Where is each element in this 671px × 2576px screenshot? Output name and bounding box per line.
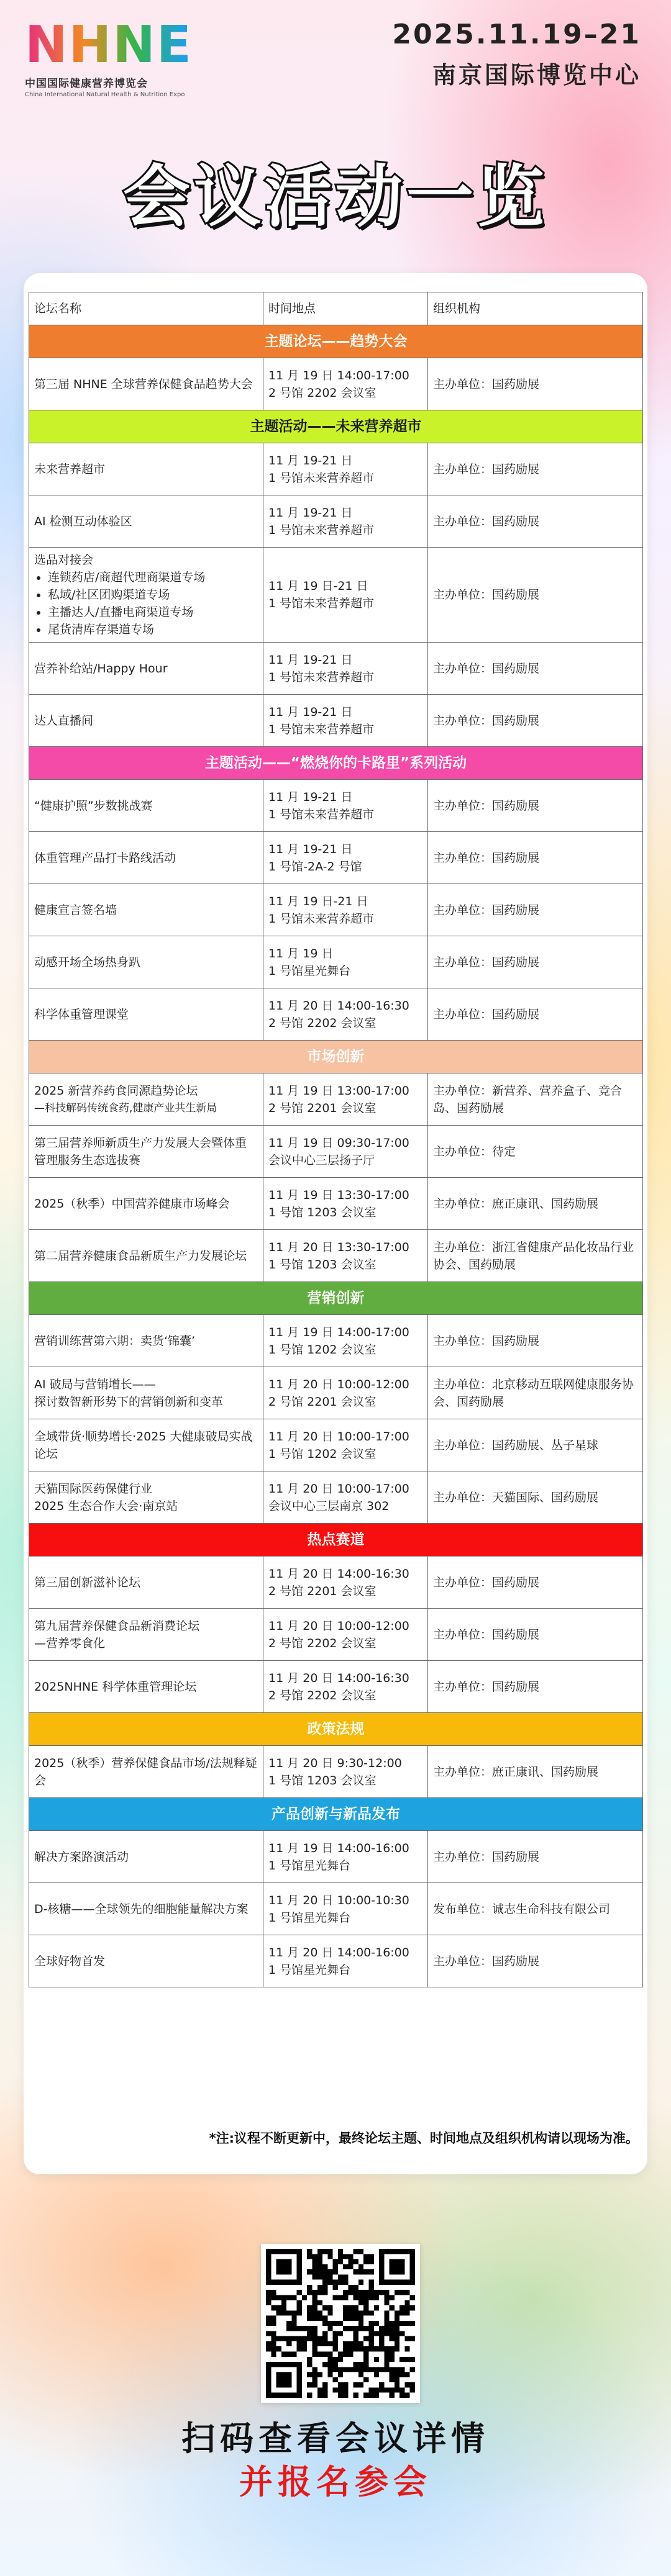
forum-name: 第九届营养保健食品新消费论坛 <box>34 1619 200 1633</box>
organizer-cell: 主办单位：国药励展 <box>428 884 643 936</box>
forum-name-line2: —营养零食化 <box>34 1636 106 1650</box>
forum-name: 营销训练营第六期：卖货‘锦囊’ <box>34 1334 196 1348</box>
organizer-cell: 主办单位：国药励展 <box>428 1557 643 1609</box>
time-place-cell <box>263 1609 428 1661</box>
table-row[interactable] <box>29 358 643 410</box>
event-place: 1 号馆未来营养超市 <box>268 807 375 821</box>
table-row[interactable] <box>29 988 643 1041</box>
event-time: 11 月 20 日 13:30-17:00 <box>268 1240 409 1254</box>
logo-english-name: China International Natural Health & Nutrition Expo <box>25 91 185 98</box>
event-time: 11 月 19-21 日 <box>268 790 353 804</box>
session-list-item: • 私域/社区团购渠道专场 <box>48 586 258 603</box>
forum-name-cell <box>29 1419 263 1471</box>
organizer-cell: 主办单位：国药励展 <box>428 495 643 548</box>
time-place-cell <box>263 643 428 695</box>
forum-name: 第三届创新滋补论坛 <box>34 1575 141 1589</box>
table-row[interactable] <box>29 832 643 884</box>
event-place: 1 号馆 1203 会议室 <box>268 1205 377 1219</box>
event-time: 11 月 19 日-21 日 <box>268 579 368 593</box>
time-place-cell <box>263 832 428 884</box>
forum-name: 营养补给站/Happy Hour <box>34 661 168 676</box>
session-list <box>34 569 258 638</box>
forum-name: AI 破局与营销增长—— <box>34 1377 156 1391</box>
event-place: 1 号馆 1203 会议室 <box>268 1773 377 1787</box>
session-list-item: • 主播达人/直播电商渠道专场 <box>48 603 258 621</box>
forum-name-cell <box>29 1367 263 1419</box>
event-venue: 南京国际博览中心 <box>432 61 641 89</box>
event-time: 11 月 19-21 日 <box>268 453 353 468</box>
cta-scan-text: 扫码查看会议详情 <box>181 2419 490 2458</box>
event-time: 11 月 19-21 日 <box>268 705 353 719</box>
event-place: 2 号馆 2201 会议室 <box>268 1584 377 1598</box>
section-title: 主题活动——未来营养超市 <box>29 410 643 443</box>
section-header <box>29 1713 643 1746</box>
event-place: 2 号馆 2201 会议室 <box>268 1101 377 1115</box>
time-place-cell <box>263 1557 428 1609</box>
forum-name-cell <box>29 1883 263 1935</box>
event-place: 1 号馆星光舞台 <box>268 1910 351 1925</box>
forum-name: 2025 新营养药食同源趋势论坛 <box>34 1083 198 1098</box>
organizer-cell: 主办单位：国药励展 <box>428 1609 643 1661</box>
forum-name-cell <box>29 884 263 936</box>
event-place: 1 号馆-2A-2 号馆 <box>268 859 362 874</box>
event-place: 1 号馆 1202 会议室 <box>268 1447 377 1461</box>
time-place-cell <box>263 780 428 832</box>
schedule-card <box>24 273 647 2174</box>
table-row[interactable] <box>29 1557 643 1609</box>
event-time: 11 月 19 日-21 日 <box>268 894 368 908</box>
table-row[interactable] <box>29 1073 643 1126</box>
forum-name: 全球好物首发 <box>34 1954 106 1968</box>
organizer-cell: 主办单位：新营养、营养盒子、竞合岛、国药励展 <box>428 1073 643 1126</box>
event-time: 11 月 20 日 10:00-10:30 <box>268 1893 409 1907</box>
forum-name-cell <box>29 780 263 832</box>
forum-name-cell <box>29 1315 263 1367</box>
time-place-cell <box>263 443 428 495</box>
section-title: 产品创新与新品发布 <box>29 1798 643 1831</box>
table-row[interactable] <box>29 548 643 643</box>
event-time: 11 月 20 日 14:00-16:00 <box>268 1945 409 1959</box>
time-place-cell <box>263 1831 428 1883</box>
event-place: 2 号馆 2202 会议室 <box>268 1688 377 1702</box>
forum-name-cell <box>29 1073 263 1126</box>
time-place-cell <box>263 1367 428 1419</box>
time-place-cell <box>263 495 428 548</box>
forum-name-cell <box>29 358 263 410</box>
table-row[interactable] <box>29 1831 643 1883</box>
time-place-cell <box>263 1230 428 1282</box>
column-header-name: 论坛名称 <box>29 292 263 325</box>
logo-chinese-name: 中国国际健康营养博览会 <box>25 78 148 90</box>
event-time: 11 月 19 日 09:30-17:00 <box>268 1136 409 1150</box>
forum-name: “健康护照”步数挑战赛 <box>34 798 153 813</box>
event-time: 11 月 19 日 13:00-17:00 <box>268 1083 409 1098</box>
forum-name-cell <box>29 1230 263 1282</box>
column-header-org: 组织机构 <box>428 292 643 325</box>
time-place-cell <box>263 548 428 643</box>
event-place: 2 号馆 2201 会议室 <box>268 1394 377 1409</box>
forum-name: 科学体重管理课堂 <box>34 1007 129 1021</box>
table-row[interactable] <box>29 1935 643 1987</box>
organizer-cell: 主办单位：国药励展 <box>428 643 643 695</box>
section-header <box>29 1282 643 1315</box>
section-header <box>29 1798 643 1831</box>
event-place: 1 号馆未来营养超市 <box>268 597 375 610</box>
time-place-cell <box>263 1661 428 1713</box>
time-place-cell <box>263 1746 428 1798</box>
schedule-table <box>29 292 643 1987</box>
event-place: 2 号馆 2202 会议室 <box>268 1636 377 1650</box>
time-place-cell <box>263 1471 428 1524</box>
table-row[interactable] <box>29 1178 643 1230</box>
page-title: 会议活动一览 <box>122 158 548 236</box>
forum-name-cell <box>29 1557 263 1609</box>
event-place: 1 号馆未来营养超市 <box>268 523 375 537</box>
event-place: 1 号馆 1202 会议室 <box>268 1342 377 1357</box>
event-time: 11 月 20 日 10:00-12:00 <box>268 1619 409 1633</box>
table-row[interactable] <box>29 1609 643 1661</box>
section-title: 市场创新 <box>29 1041 643 1073</box>
event-time: 11 月 20 日 14:00-16:30 <box>268 1671 409 1685</box>
section-header <box>29 747 643 780</box>
header <box>0 0 671 273</box>
forum-name-line2: 2025 生态合作大会·南京站 <box>34 1499 178 1513</box>
cta-register-text: 并报名参会 <box>239 2462 432 2501</box>
forum-name-cell <box>29 1935 263 1987</box>
table-row[interactable] <box>29 1471 643 1524</box>
time-place-cell <box>263 1315 428 1367</box>
time-place-cell <box>263 936 428 988</box>
section-title: 营销创新 <box>29 1282 643 1315</box>
organizer-cell: 主办单位：庶正康讯、国药励展 <box>428 1746 643 1798</box>
time-place-cell <box>263 1883 428 1935</box>
forum-name-cell <box>29 1178 263 1230</box>
table-row[interactable] <box>29 1883 643 1935</box>
forum-subtitle: —科技解码传统食药,健康产业共生新局 <box>34 1101 217 1114</box>
table-row[interactable] <box>29 780 643 832</box>
event-time: 11 月 20 日 10:00-12:00 <box>268 1377 409 1391</box>
organizer-cell: 主办单位：浙江省健康产品化妆品行业协会、国药励展 <box>428 1230 643 1282</box>
table-row[interactable] <box>29 1746 643 1798</box>
organizer-cell: 主办单位：国药励展 <box>428 1831 643 1883</box>
section-header <box>29 1524 643 1557</box>
forum-name-cell <box>29 1609 263 1661</box>
event-place: 1 号馆未来营养超市 <box>268 911 375 926</box>
event-place: 2 号馆 2202 会议室 <box>268 1016 377 1030</box>
organizer-cell: 主办单位：国药励展 <box>428 695 643 747</box>
time-place-cell <box>263 1073 428 1126</box>
organizer-cell: 主办单位：国药励展 <box>428 988 643 1041</box>
forum-name: D-核糖——全球领先的细胞能量解决方案 <box>34 1902 249 1916</box>
section-header <box>29 410 643 443</box>
table-row[interactable] <box>29 1367 643 1419</box>
forum-name-cell <box>29 832 263 884</box>
forum-name: 全域带货·顺势增长·2025 大健康破局实战论坛 <box>34 1429 253 1461</box>
section-title: 主题论坛——趋势大会 <box>29 325 643 358</box>
event-time: 11 月 19 日 14:00-17:00 <box>268 1325 409 1339</box>
time-place-cell <box>263 695 428 747</box>
forum-name-cell <box>29 643 263 695</box>
organizer-cell: 主办单位：庶正康讯、国药励展 <box>428 1178 643 1230</box>
forum-name: 天猫国际医药保健行业 <box>34 1481 153 1496</box>
event-time: 11 月 20 日 9:30-12:00 <box>268 1756 402 1770</box>
event-time: 11 月 19 日 14:00-16:00 <box>268 1841 409 1855</box>
table-row[interactable] <box>29 643 643 695</box>
event-date: 2025.11.19–21 <box>392 19 641 50</box>
time-place-cell <box>263 1126 428 1178</box>
section-title: 政策法规 <box>29 1713 643 1746</box>
table-row[interactable] <box>29 1315 643 1367</box>
section-header <box>29 325 643 358</box>
time-place-cell <box>263 1178 428 1230</box>
organizer-cell: 主办单位：国药励展 <box>428 548 643 643</box>
event-place: 1 号馆星光舞台 <box>268 1963 351 1977</box>
forum-name-cell <box>29 1831 263 1883</box>
event-place: 2 号馆 2202 会议室 <box>268 386 377 400</box>
table-row[interactable] <box>29 1126 643 1178</box>
column-header-time: 时间地点 <box>263 292 428 325</box>
forum-name: 第三届营养师新质生产力发展大会暨体重管理服务生态选拔赛 <box>34 1136 247 1167</box>
event-place: 1 号馆星光舞台 <box>268 964 351 978</box>
forum-name: 2025NHNE 科学体重管理论坛 <box>34 1679 197 1694</box>
event-place: 会议中心三层南京 302 <box>268 1499 390 1513</box>
table-row[interactable] <box>29 1230 643 1282</box>
forum-name: 2025（秋季）中国营养健康市场峰会 <box>34 1196 230 1211</box>
time-place-cell <box>263 988 428 1041</box>
forum-name-cell <box>29 443 263 495</box>
table-row[interactable] <box>29 495 643 548</box>
table-row[interactable] <box>29 443 643 495</box>
event-time: 11 月 20 日 10:00-17:00 <box>268 1481 409 1496</box>
event-time: 11 月 20 日 14:00-16:30 <box>268 998 409 1013</box>
forum-name: 选品对接会 <box>34 553 94 567</box>
session-list-item: • 连锁药店/商超代理商渠道专场 <box>48 569 258 586</box>
forum-name-cell <box>29 495 263 548</box>
event-time: 11 月 19-21 日 <box>268 505 353 520</box>
forum-name: 2025（秋季）营养保健食品市场/法规释疑会 <box>34 1756 257 1787</box>
organizer-cell: 主办单位：国药励展 <box>428 780 643 832</box>
forum-name: 第二届营养健康食品新质生产力发展论坛 <box>34 1249 247 1263</box>
qr-code[interactable] <box>261 2244 420 2403</box>
forum-name: 解决方案路演活动 <box>34 1850 129 1864</box>
session-list-item: • 尾货清库存渠道专场 <box>48 621 258 638</box>
forum-name: 健康宣言签名墙 <box>34 903 117 917</box>
event-time: 11 月 19-21 日 <box>268 653 353 667</box>
forum-name-cell <box>29 1471 263 1524</box>
organizer-cell: 主办单位：国药励展 <box>428 1315 643 1367</box>
organizer-cell: 主办单位：北京移动互联网健康服务协会、国药励展 <box>428 1367 643 1419</box>
forum-name: AI 检测互动体验区 <box>34 514 132 528</box>
table-row[interactable] <box>29 884 643 936</box>
forum-name: 达人直播间 <box>34 713 94 728</box>
forum-name-cell <box>29 695 263 747</box>
table-row[interactable] <box>29 1661 643 1713</box>
organizer-cell: 主办单位：国药励展 <box>428 832 643 884</box>
event-place: 会议中心三层扬子厅 <box>268 1153 375 1167</box>
organizer-cell: 主办单位：国药励展、丛子星球 <box>428 1419 643 1471</box>
organizer-cell: 主办单位：国药励展 <box>428 936 643 988</box>
event-time: 11 月 20 日 10:00-17:00 <box>268 1429 409 1444</box>
event-time: 11 月 19 日 13:30-17:00 <box>268 1188 409 1202</box>
event-place: 1 号馆未来营养超市 <box>268 670 375 684</box>
time-place-cell <box>263 884 428 936</box>
table-header-row <box>29 292 643 325</box>
time-place-cell <box>263 1935 428 1987</box>
logo-mark: NHNE <box>25 17 224 73</box>
forum-name-cell <box>29 936 263 988</box>
schedule-body <box>29 325 643 1987</box>
organizer-cell: 主办单位：国药励展 <box>428 358 643 410</box>
table-row[interactable] <box>29 936 643 988</box>
event-time: 11 月 19-21 日 <box>268 842 353 856</box>
table-row[interactable] <box>29 695 643 747</box>
time-place-cell <box>263 1419 428 1471</box>
event-place: 1 号馆 1203 会议室 <box>268 1257 377 1272</box>
forum-name: 动感开场全场热身趴 <box>34 955 141 969</box>
organizer-cell: 主办单位：待定 <box>428 1126 643 1178</box>
organizer-cell: 发布单位：诚志生命科技有限公司 <box>428 1883 643 1935</box>
forum-name-line2: 探讨数智新形势下的营销创新和变革 <box>34 1394 224 1409</box>
section-header <box>29 1041 643 1073</box>
forum-name: 第三届 NHNE 全球营养保健食品趋势大会 <box>34 377 253 391</box>
section-title: 热点赛道 <box>29 1524 643 1557</box>
table-row[interactable] <box>29 1419 643 1471</box>
forum-name: 体重管理产品打卡路线活动 <box>34 851 176 865</box>
section-title: 主题活动——“燃烧你的卡路里”系列活动 <box>29 747 643 780</box>
event-place: 1 号馆未来营养超市 <box>268 471 375 485</box>
time-place-cell <box>263 358 428 410</box>
event-time: 11 月 19 日 14:00-17:00 <box>268 368 409 382</box>
forum-name-cell <box>29 548 263 643</box>
event-place: 1 号馆未来营养超市 <box>268 722 375 736</box>
organizer-cell: 主办单位：国药励展 <box>428 443 643 495</box>
forum-name-cell <box>29 1126 263 1178</box>
event-time: 11 月 19 日 <box>268 946 334 960</box>
organizer-cell: 主办单位：国药励展 <box>428 1661 643 1713</box>
footnote: *注:议程不断更新中，最终论坛主题、时间地点及组织机构请以现场为准。 <box>209 2131 639 2146</box>
forum-name: 未来营养超市 <box>34 462 106 476</box>
forum-name-cell <box>29 988 263 1041</box>
forum-name-cell <box>29 1661 263 1713</box>
expo-logo[interactable] <box>25 17 224 98</box>
forum-name-cell <box>29 1746 263 1798</box>
organizer-cell: 主办单位：国药励展 <box>428 1935 643 1987</box>
qr-code-icon <box>266 2249 415 2398</box>
organizer-cell: 主办单位：天猫国际、国药励展 <box>428 1471 643 1524</box>
event-place: 1 号馆星光舞台 <box>268 1858 351 1873</box>
event-time: 11 月 20 日 14:00-16:30 <box>268 1566 409 1581</box>
